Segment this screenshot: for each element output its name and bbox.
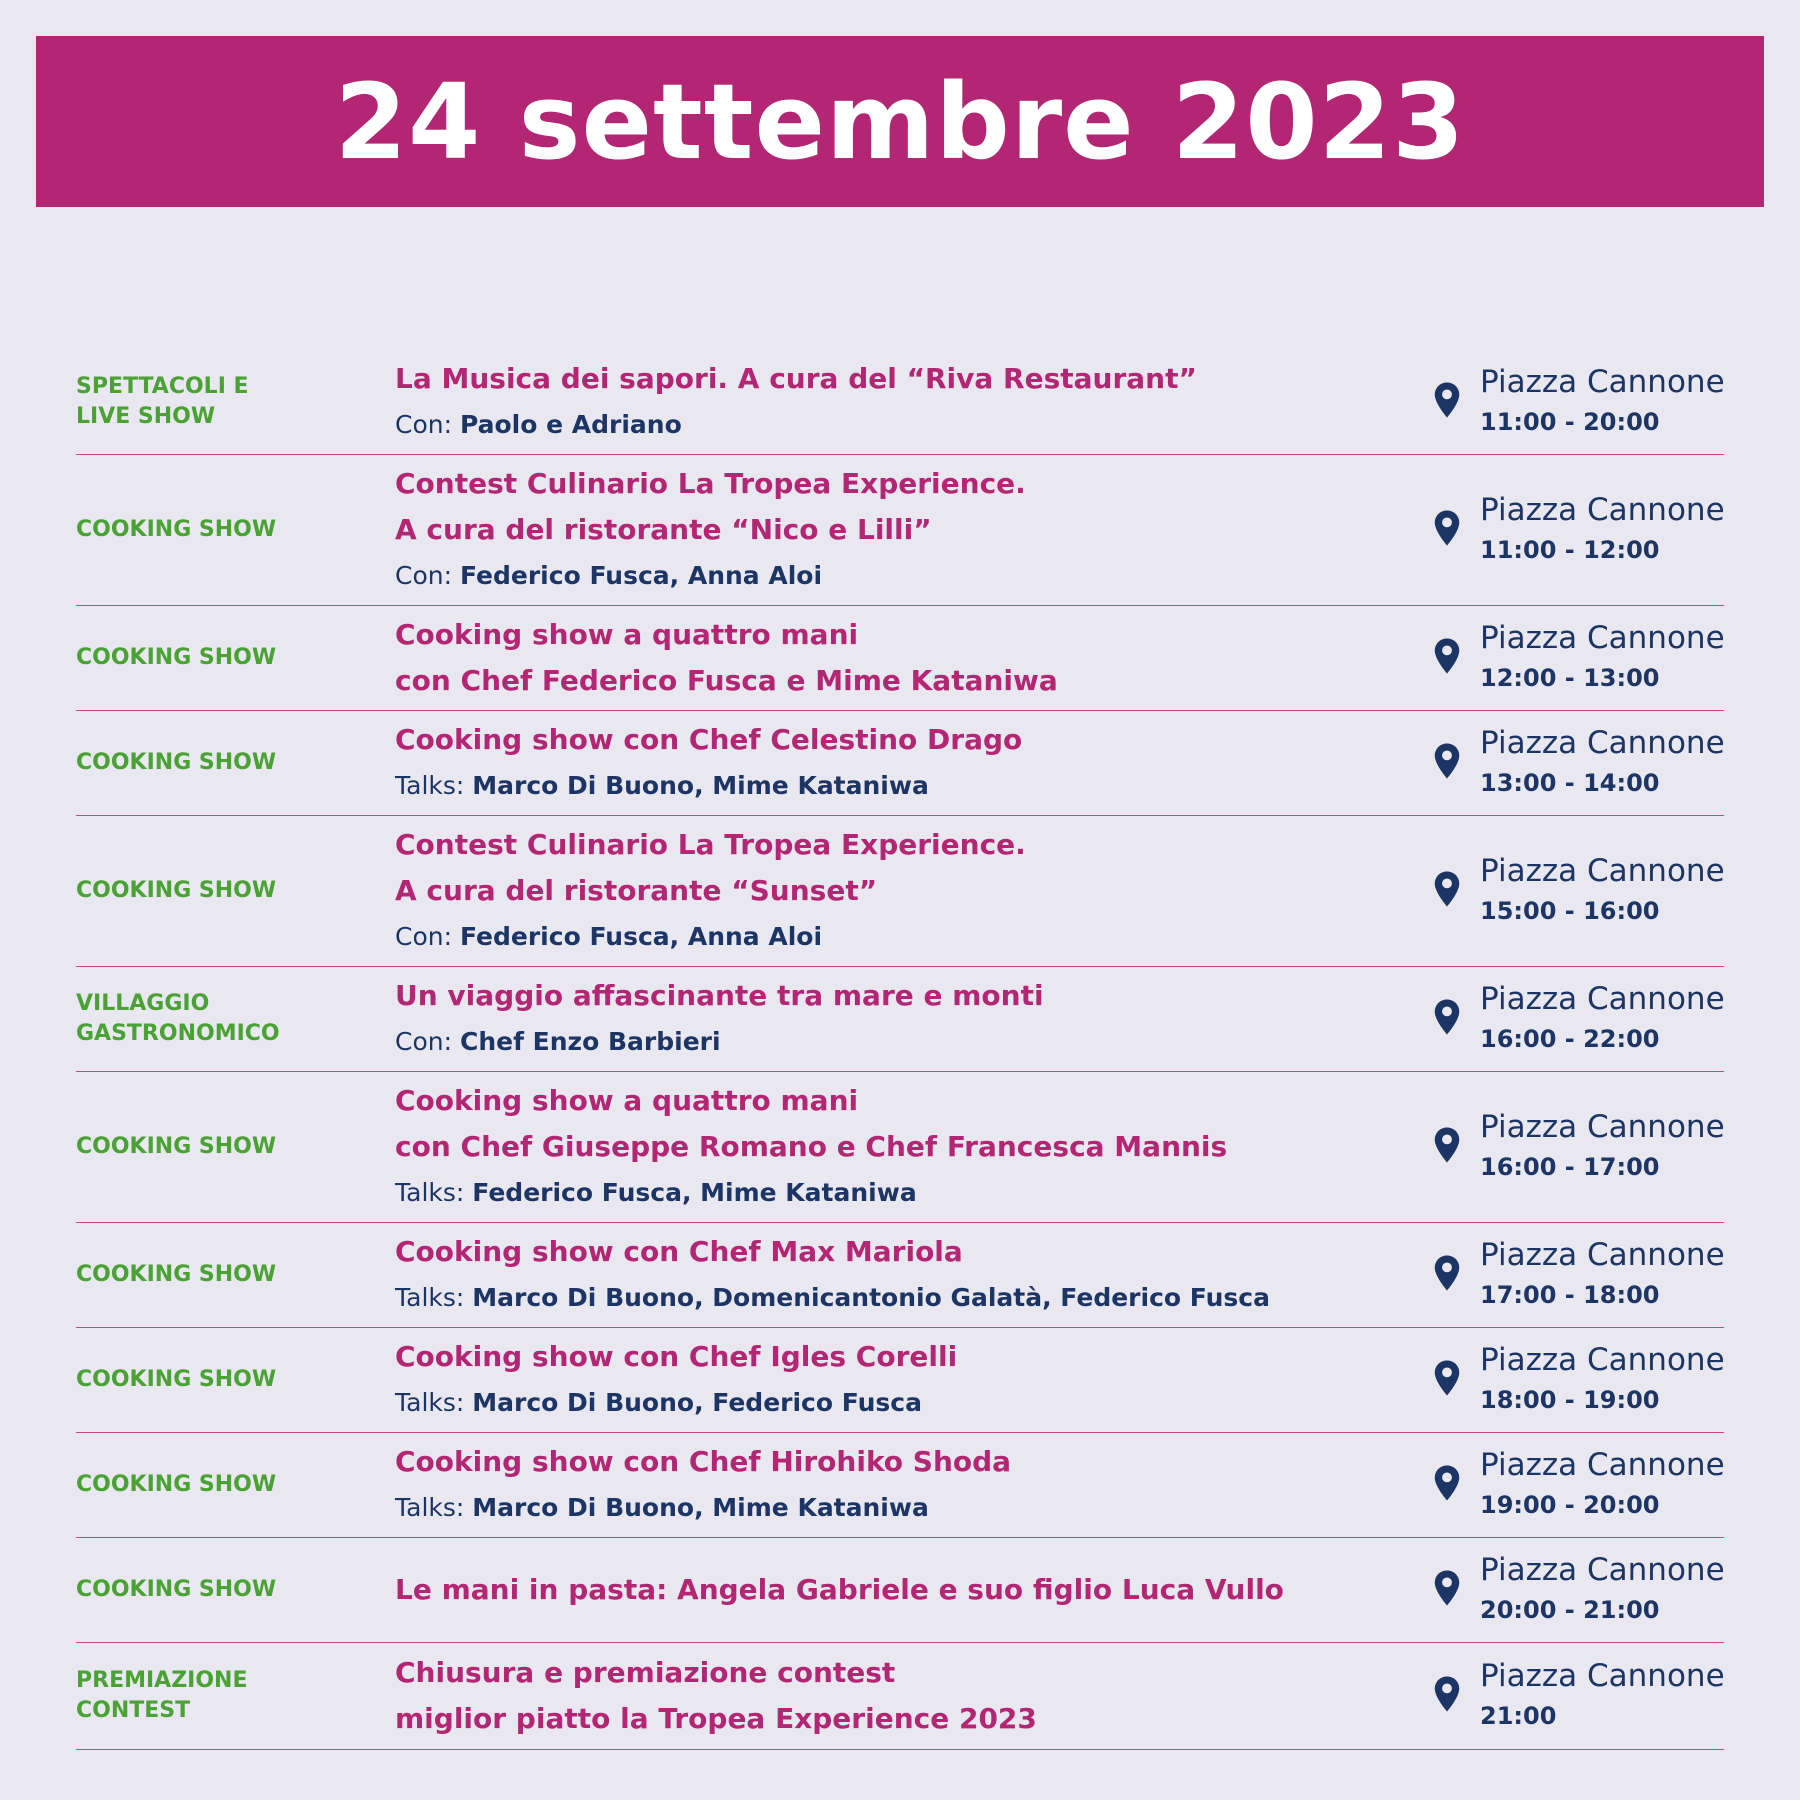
event-category-line: COOKING SHOW (76, 1577, 277, 1602)
event-title: Cooking show con Chef Igles Corelli (395, 1340, 958, 1373)
event-category-line: COOKING SHOW (76, 1134, 277, 1159)
location-pin-icon (1433, 1254, 1465, 1296)
event-people-label: Con: (395, 561, 453, 590)
location-pin-icon (1433, 1569, 1465, 1611)
event-category (76, 711, 376, 815)
event-category (76, 1072, 376, 1222)
event-place: Piazza Cannone (1480, 364, 1725, 400)
event-location (1480, 455, 1740, 605)
event-title: miglior piatto la Tropea Experience 2023 (395, 1702, 1037, 1735)
event-row (76, 1643, 1724, 1750)
event-people (395, 1170, 1395, 1216)
location-pin-icon (1433, 742, 1465, 784)
event-title: Cooking show con Chef Hirohiko Shoda (395, 1445, 1012, 1478)
event-place: Piazza Cannone (1480, 1109, 1725, 1145)
event-place: Piazza Cannone (1480, 492, 1725, 528)
location-pin-icon (1433, 637, 1465, 679)
event-category (76, 606, 376, 710)
event-time: 12:00 - 13:00 (1480, 664, 1660, 692)
date-banner (36, 36, 1764, 207)
event-time: 11:00 - 12:00 (1480, 536, 1660, 564)
event-location (1480, 1643, 1740, 1749)
event-details (395, 1223, 1395, 1327)
event-location (1480, 1538, 1740, 1642)
event-category (76, 455, 376, 605)
event-details (395, 711, 1395, 815)
event-row (76, 455, 1724, 606)
event-people-names: Marco Di Buono, Mime Kataniwa (472, 771, 929, 800)
location-pin-icon (1433, 1675, 1465, 1717)
event-title: Cooking show con Chef Celestino Drago (395, 723, 1023, 756)
location-pin-icon (1433, 1464, 1465, 1506)
event-time: 21:00 (1480, 1702, 1557, 1730)
event-category (76, 816, 376, 966)
event-place: Piazza Cannone (1480, 620, 1725, 656)
event-category-line: LIVE SHOW (76, 404, 216, 429)
event-category (76, 1538, 376, 1642)
event-schedule (76, 350, 1724, 1750)
event-title: La Musica dei sapori. A cura del “Riva Restaurant” (395, 362, 1197, 395)
event-time: 15:00 - 16:00 (1480, 897, 1660, 925)
event-place: Piazza Cannone (1480, 1342, 1725, 1378)
event-place: Piazza Cannone (1480, 1237, 1725, 1273)
event-details (395, 1433, 1395, 1537)
event-row (76, 606, 1724, 711)
location-pin-icon (1433, 998, 1465, 1040)
event-people (395, 914, 1395, 960)
event-place: Piazza Cannone (1480, 981, 1725, 1017)
event-details (395, 816, 1395, 966)
event-time: 18:00 - 19:00 (1480, 1386, 1660, 1414)
event-time: 16:00 - 17:00 (1480, 1153, 1660, 1181)
event-people-names: Federico Fusca, Anna Aloi (459, 561, 823, 590)
event-title: Contest Culinario La Tropea Experience. (395, 828, 1026, 861)
event-category (76, 1643, 376, 1749)
event-category-line: COOKING SHOW (76, 1262, 277, 1287)
event-people (395, 553, 1395, 599)
event-people-names: Marco Di Buono, Domenicantonio Galatà, Federico Fusca (472, 1283, 1270, 1312)
event-details (395, 606, 1395, 710)
event-category (76, 1328, 376, 1432)
event-row (76, 816, 1724, 967)
event-location (1480, 1223, 1740, 1327)
event-category-line: SPETTACOLI E (76, 374, 249, 399)
event-title: Cooking show a quattro mani (395, 1084, 859, 1117)
page-title: 24 settembre 2023 (334, 60, 1466, 183)
event-category-line: COOKING SHOW (76, 645, 277, 670)
event-title: con Chef Giuseppe Romano e Chef Francesca Mannis (395, 1130, 1228, 1163)
location-pin-icon (1433, 870, 1465, 912)
event-place: Piazza Cannone (1480, 1447, 1725, 1483)
event-time: 17:00 - 18:00 (1480, 1281, 1660, 1309)
event-title: Contest Culinario La Tropea Experience. (395, 467, 1026, 500)
event-time: 16:00 - 22:00 (1480, 1025, 1660, 1053)
event-row (76, 1538, 1724, 1643)
event-people-names: Federico Fusca, Anna Aloi (459, 922, 823, 951)
event-category (76, 1433, 376, 1537)
event-place: Piazza Cannone (1480, 1552, 1725, 1588)
event-time: 19:00 - 20:00 (1480, 1491, 1660, 1519)
event-row (76, 1072, 1724, 1223)
event-place: Piazza Cannone (1480, 725, 1725, 761)
event-row (76, 1433, 1724, 1538)
location-pin-icon (1433, 509, 1465, 551)
event-people-label: Con: (395, 1027, 453, 1056)
event-category (76, 350, 376, 454)
event-category-line: COOKING SHOW (76, 1472, 277, 1497)
event-people-label: Talks: (395, 1178, 465, 1207)
event-title: A cura del ristorante “Sunset” (395, 874, 878, 907)
event-location (1480, 816, 1740, 966)
event-location (1480, 350, 1740, 454)
location-pin-icon (1433, 381, 1465, 423)
event-people (395, 1380, 1395, 1426)
event-category-line: COOKING SHOW (76, 517, 277, 542)
event-people-label: Con: (395, 410, 453, 439)
event-title: Le mani in pasta: Angela Gabriele e suo figlio Luca Vullo (395, 1573, 1284, 1606)
event-category-line: COOKING SHOW (76, 1367, 277, 1392)
event-details (395, 1328, 1395, 1432)
event-place: Piazza Cannone (1480, 1658, 1725, 1694)
event-people-names: Chef Enzo Barbieri (459, 1027, 721, 1056)
event-time: 13:00 - 14:00 (1480, 769, 1660, 797)
location-pin-icon (1433, 1359, 1465, 1401)
event-people-names: Paolo e Adriano (459, 410, 682, 439)
event-people (395, 1019, 1395, 1065)
event-details (395, 350, 1395, 454)
event-category (76, 967, 376, 1071)
event-category-line: COOKING SHOW (76, 750, 277, 775)
event-people-label: Talks: (395, 771, 465, 800)
event-title: Cooking show a quattro mani (395, 618, 859, 651)
event-location (1480, 711, 1740, 815)
event-people (395, 1275, 1395, 1321)
event-title: A cura del ristorante “Nico e Lilli” (395, 513, 932, 546)
event-category-line: CONTEST (76, 1698, 191, 1723)
location-pin-icon (1433, 1126, 1465, 1168)
event-time: 11:00 - 20:00 (1480, 408, 1660, 436)
event-details (395, 1643, 1395, 1749)
event-row (76, 711, 1724, 816)
event-details (395, 1538, 1395, 1642)
event-title: con Chef Federico Fusca e Mime Kataniwa (395, 664, 1058, 697)
event-people (395, 1485, 1395, 1531)
event-row (76, 350, 1724, 455)
event-row (76, 967, 1724, 1072)
event-details (395, 1072, 1395, 1222)
event-people-label: Talks: (395, 1283, 465, 1312)
event-category-line: PREMIAZIONE (76, 1668, 248, 1693)
event-title: Chiusura e premiazione contest (395, 1656, 896, 1689)
event-category-line: GASTRONOMICO (76, 1021, 280, 1046)
event-row (76, 1328, 1724, 1433)
event-people-names: Marco Di Buono, Federico Fusca (472, 1388, 922, 1417)
event-people-names: Federico Fusca, Mime Kataniwa (472, 1178, 917, 1207)
event-title: Un viaggio affascinante tra mare e monti (395, 979, 1044, 1012)
event-location (1480, 1072, 1740, 1222)
event-category (76, 1223, 376, 1327)
event-people (395, 402, 1395, 448)
event-category-line: VILLAGGIO (76, 991, 210, 1016)
event-category-line: COOKING SHOW (76, 878, 277, 903)
event-row (76, 1223, 1724, 1328)
event-people-names: Marco Di Buono, Mime Kataniwa (472, 1493, 929, 1522)
event-people (395, 763, 1395, 809)
event-location (1480, 1328, 1740, 1432)
event-location (1480, 1433, 1740, 1537)
event-details (395, 455, 1395, 605)
event-location (1480, 967, 1740, 1071)
event-people-label: Talks: (395, 1388, 465, 1417)
event-title: Cooking show con Chef Max Mariola (395, 1235, 963, 1268)
event-place: Piazza Cannone (1480, 853, 1725, 889)
event-time: 20:00 - 21:00 (1480, 1596, 1660, 1624)
event-details (395, 967, 1395, 1071)
event-people-label: Talks: (395, 1493, 465, 1522)
event-people-label: Con: (395, 922, 453, 951)
event-location (1480, 606, 1740, 710)
